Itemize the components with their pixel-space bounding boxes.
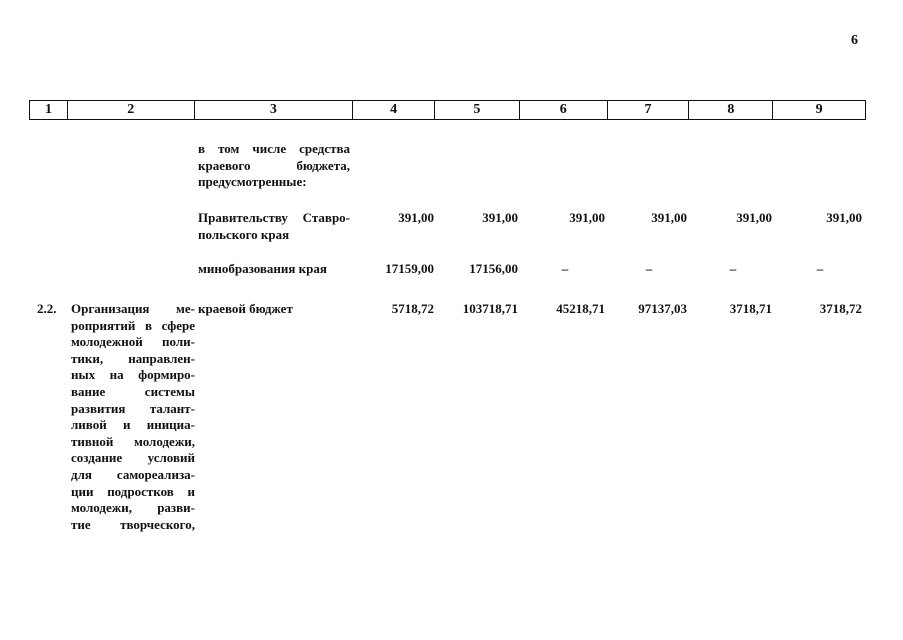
description-line: ливой и инициа- (71, 417, 195, 433)
description-line: тивной молодежи, (71, 433, 195, 449)
row-2-2-col4: 5718,72 (391, 301, 434, 316)
row-2-2-source (198, 301, 350, 318)
description-line: ных на формиро- (71, 367, 195, 383)
subtitle-line: краевого бюджета, (198, 157, 350, 173)
source-line: Правительству Ставро- (198, 210, 350, 225)
source-line: краевой бюджет (198, 301, 293, 316)
description-line: вание системы (71, 383, 195, 399)
row-education-col9: – (816, 261, 824, 276)
description-line: создание условий (71, 450, 195, 466)
row-2-2-col9: 3718,72 (819, 301, 862, 316)
source-line: минобразования края (198, 261, 327, 276)
header-col-6: 6 (520, 101, 608, 119)
page-number: 6 (851, 33, 858, 48)
row-2-2-col8: 3718,71 (729, 301, 772, 316)
row-2-2-col7: 97137,03 (638, 301, 687, 316)
row-2-2-col5: 103718,71 (462, 301, 518, 316)
header-col-2: 2 (68, 101, 195, 119)
row-government-col9: 391,00 (826, 210, 862, 225)
header-col-9: 9 (815, 102, 823, 117)
row-education-col5: 17156,00 (469, 261, 518, 276)
description-line: развития талант- (71, 400, 195, 416)
row-education-col6: – (561, 261, 569, 276)
description-line: роприятий в сфере (71, 317, 195, 333)
subtitle-line: в том числе средства (198, 141, 350, 156)
row-education-col8: – (729, 261, 737, 276)
row-government-col4: 391,00 (398, 210, 434, 225)
row-government-col5: 391,00 (482, 210, 518, 225)
header-col-8: 8 (689, 101, 773, 119)
header-col-3: 3 (195, 101, 354, 119)
row-government-col6: 391,00 (569, 210, 605, 225)
row-2-2-description (71, 301, 195, 533)
description-line: молодежи, разви- (71, 500, 195, 516)
table-header-row (29, 100, 866, 120)
row-2-2-number: 2.2. (37, 301, 57, 316)
row-education-source (198, 261, 350, 278)
row-education-col4: 17159,00 (385, 261, 434, 276)
row-2-2-col6: 45218,71 (556, 301, 605, 316)
row-government-source (198, 210, 350, 243)
source-line: польского края (198, 226, 290, 242)
row-education-col7: – (645, 261, 653, 276)
description-line: для самореализа- (71, 466, 195, 482)
funding-subtitle (198, 141, 350, 191)
description-line: ции подростков и (71, 483, 195, 499)
header-col-4: 4 (353, 101, 435, 119)
row-government-col7: 391,00 (651, 210, 687, 225)
row-government-col8: 391,00 (736, 210, 772, 225)
description-line: Организация ме- (71, 301, 195, 316)
header-col-5: 5 (435, 101, 520, 119)
header-col-7: 7 (608, 101, 690, 119)
header-col-1: 1 (30, 101, 68, 119)
description-line: тие творческого, (71, 516, 195, 532)
description-line: тики, направлен- (71, 350, 195, 366)
description-line: молодежной поли- (71, 334, 195, 350)
subtitle-line: предусмотренные: (198, 174, 307, 189)
